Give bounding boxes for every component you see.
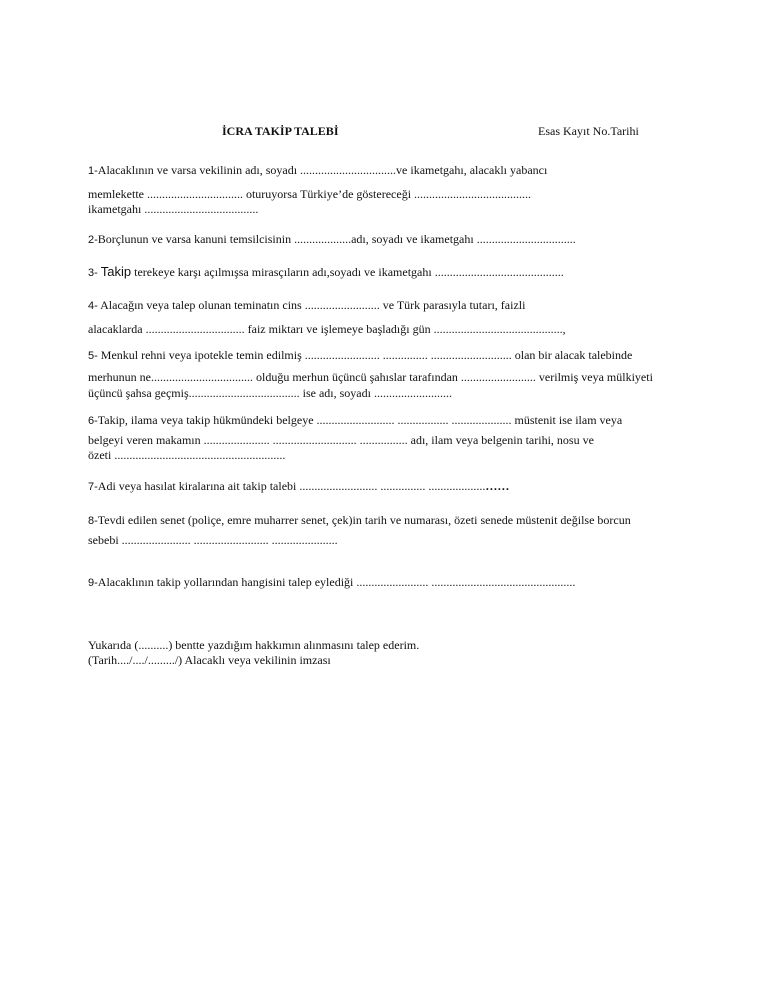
item-5-line-2: merhunun ne.................................. olduğu merhun üçüncü şahıslar tarafından ......................... verilmiş veya mülkiyeti	[88, 370, 653, 384]
item-number: 1-	[88, 165, 98, 177]
item-8-line-2: sebebi ....................... ......................... ......................	[88, 533, 338, 547]
document-title: İCRA TAKİP TALEBİ	[222, 124, 339, 138]
item-number: 5-	[88, 350, 98, 362]
item-9-line-1	[88, 575, 575, 590]
item-1-line-3: ikametgahı ......................................	[88, 202, 259, 216]
item-6-line-1	[88, 413, 622, 428]
closing-request-line: Yukarıda (..........) bentte yazdığım hakkımın alınmasını talep ederim.	[88, 638, 420, 652]
item-text: Alacaklının takip yollarından hangisini talep eylediği ........................ ................................................	[97, 575, 576, 589]
item-4-line-2: alacaklarda ................................. faiz miktarı ve işlemeye başladığı gün ...........................................,	[88, 322, 566, 336]
item-text: Takip, ilama veya takip hükmündeki belgeye .......................... ................. .................... müstenit ise ilam veya	[97, 413, 623, 427]
item-text: Adi veya hasılat kiralarına ait takip talebi .......................... ............... ...................	[97, 479, 486, 493]
item-number: 9-	[88, 577, 98, 589]
item-number: 4-	[88, 300, 98, 312]
takip-word: Takip	[100, 264, 132, 279]
item-7-trailing-dots: ……	[485, 479, 510, 493]
item-8-line-1	[88, 513, 631, 528]
item-number: 2-	[88, 234, 98, 246]
item-6-line-3: özeti .........................................................	[88, 448, 286, 462]
item-3-line-1	[88, 265, 564, 280]
item-text: Alacaklının ve varsa vekilinin adı, soyadı ................................ve ikametgahı, alacaklı yabancı	[97, 163, 548, 177]
closing-signature-line: (Tarih..../..../........./) Alacaklı veya vekilinin imzası	[88, 653, 331, 667]
item-4-line-1	[88, 298, 525, 313]
item-text: Borçlunun ve varsa kanuni temsilcisinin ...................adı, soyadı ve ikametgahı .................................	[97, 232, 576, 246]
item-text: Tevdi edilen senet (poliçe, emre muharrer senet, çek)in tarih ve numarası, özeti senede müstenit değilse borcun	[97, 513, 631, 527]
item-5-line-1	[88, 348, 632, 363]
item-2-line-1	[88, 232, 576, 247]
item-text: Alacağın veya talep olunan teminatın cins ......................... ve Türk parasıyla tutarı, faizli	[97, 298, 526, 312]
item-1-line-1	[88, 163, 547, 178]
item-5-line-3: üçüncü şahsa geçmiş..................................... ise adı, soyadı ..........................	[88, 386, 452, 400]
item-number: 8-	[88, 515, 98, 527]
registry-label: Esas Kayıt No.Tarihi	[538, 124, 639, 138]
item-text: terekeye karşı açılmışsa mirasçıların adı,soyadı ve ikametgahı ...........................................	[131, 265, 564, 279]
item-7-line-1	[88, 479, 509, 494]
item-6-line-2: belgeyi veren makamın ...................... ............................ ................ adı, ilam veya belgenin tarihi, nosu ve	[88, 433, 594, 447]
item-1-line-2: memlekette ................................ oturuyorsa Türkiye’de göstereceği .......................................	[88, 187, 532, 201]
item-number: 7-	[88, 481, 98, 493]
item-number: 6-	[88, 415, 98, 427]
item-text: Menkul rehni veya ipotekle temin edilmiş ......................... ............... ........................... olan bir alacak talebinde	[97, 348, 633, 362]
item-number: 3-	[88, 267, 98, 279]
